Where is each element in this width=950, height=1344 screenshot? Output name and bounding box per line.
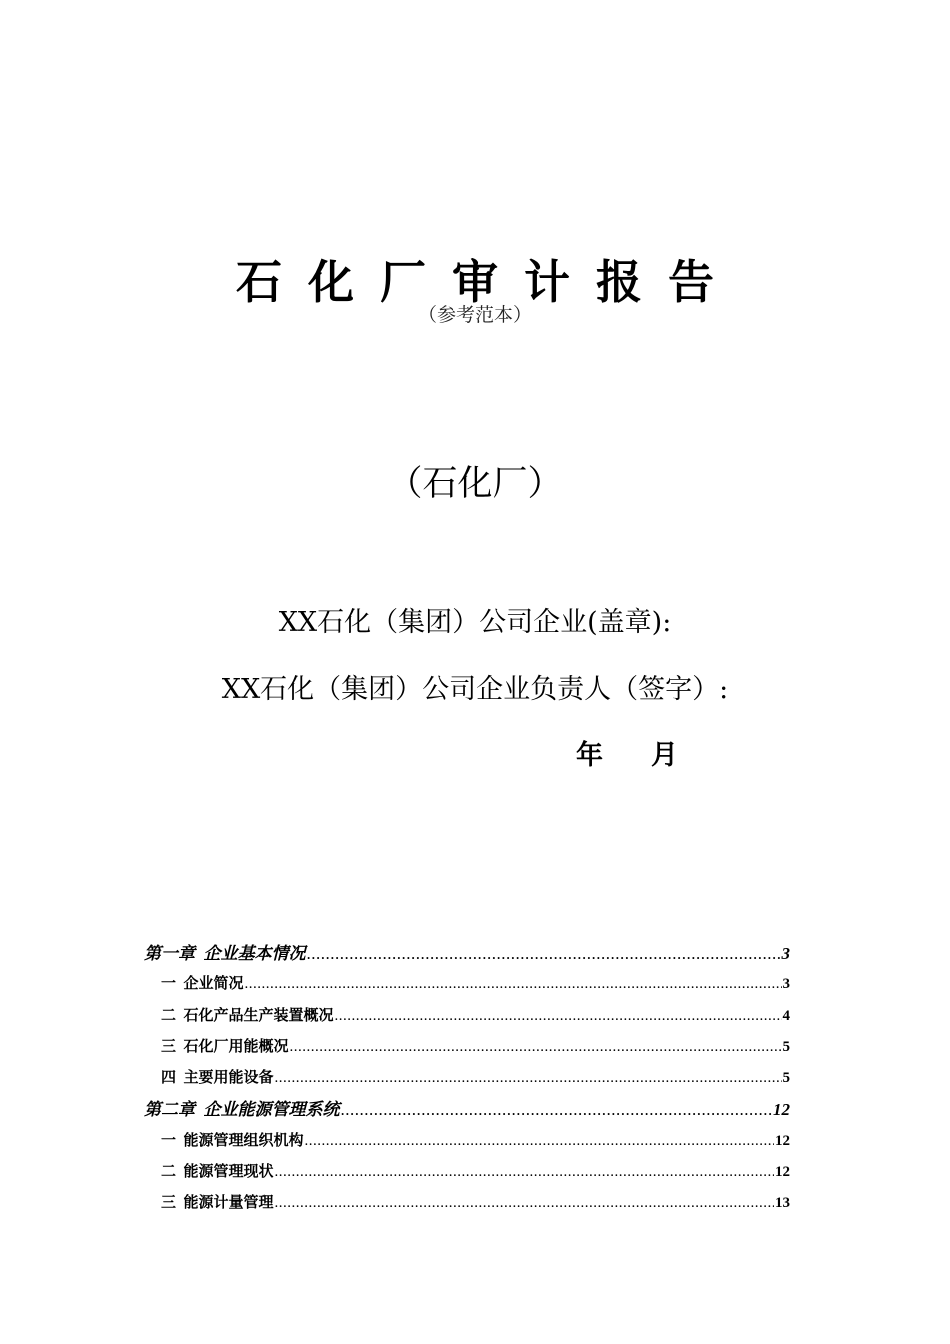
toc-number: 三 (161, 1038, 184, 1055)
date-month-label: 月 (651, 740, 678, 771)
toc-section[interactable] (144, 1157, 790, 1188)
toc-leader-dots (275, 1157, 774, 1188)
toc-label: 石化厂用能概况 (183, 1038, 289, 1055)
toc-section[interactable] (144, 1126, 790, 1157)
toc-page-number: 3 (781, 944, 790, 963)
toc-leader-dots (275, 1063, 782, 1094)
toc-page-number: 3 (782, 976, 790, 993)
toc-leader-dots (245, 969, 782, 1000)
toc-label: 能源管理组织机构 (183, 1132, 304, 1149)
toc-leader-dots (290, 1032, 782, 1063)
toc-number: 二 (161, 1007, 184, 1024)
toc-number: 第二章 (144, 1100, 204, 1120)
toc-page-number: 12 (775, 1164, 790, 1181)
toc-leader-dots (275, 1188, 774, 1219)
toc-leader-dots (341, 1094, 773, 1125)
toc-section[interactable] (144, 1188, 790, 1219)
toc-label: 企业简况 (183, 976, 244, 993)
toc-label: 主要用能设备 (183, 1070, 274, 1087)
toc-section[interactable] (144, 969, 790, 1000)
toc-chapter-1[interactable] (144, 938, 790, 969)
toc-leader-dots (305, 1126, 774, 1157)
date-line (576, 733, 678, 772)
toc-number: 二 (161, 1164, 184, 1181)
report-subtitle: （参考范本） (417, 304, 532, 326)
toc-section[interactable] (144, 1032, 790, 1063)
toc-page-number: 5 (782, 1070, 790, 1087)
toc-label: 企业能源管理系统 (203, 1100, 340, 1120)
report-title: 石化厂审计报告 (236, 255, 740, 309)
toc-label: 石化产品生产装置概况 (183, 1007, 334, 1024)
toc-page-number: 4 (782, 1007, 790, 1024)
toc-page-number: 13 (775, 1195, 790, 1212)
toc-number: 四 (161, 1070, 184, 1087)
responsible-person-signature-line: XX石化（集团）公司企业负责人（签字）: (221, 674, 729, 705)
toc-number: 一 (161, 1132, 184, 1149)
toc-number: 三 (161, 1195, 184, 1212)
toc-leader-dots (307, 938, 781, 969)
toc-leader-dots (335, 1001, 782, 1032)
toc-label: 能源计量管理 (183, 1195, 274, 1212)
toc-label: 企业基本情况 (203, 944, 306, 963)
toc-page-number: 12 (775, 1132, 790, 1149)
date-year-label: 年 (576, 740, 603, 771)
toc-page-number: 5 (782, 1038, 790, 1055)
toc-number: 一 (161, 976, 184, 993)
table-of-contents (144, 938, 790, 1220)
toc-chapter-2[interactable] (144, 1094, 790, 1125)
toc-section[interactable] (144, 1001, 790, 1032)
toc-section[interactable] (144, 1063, 790, 1094)
toc-number: 第一章 (144, 944, 204, 963)
factory-name: （石化厂） (387, 464, 563, 504)
toc-page-number: 12 (773, 1100, 790, 1120)
company-seal-line: XX石化（集团）公司企业(盖章): (278, 607, 672, 638)
toc-label: 能源管理现状 (183, 1164, 274, 1181)
